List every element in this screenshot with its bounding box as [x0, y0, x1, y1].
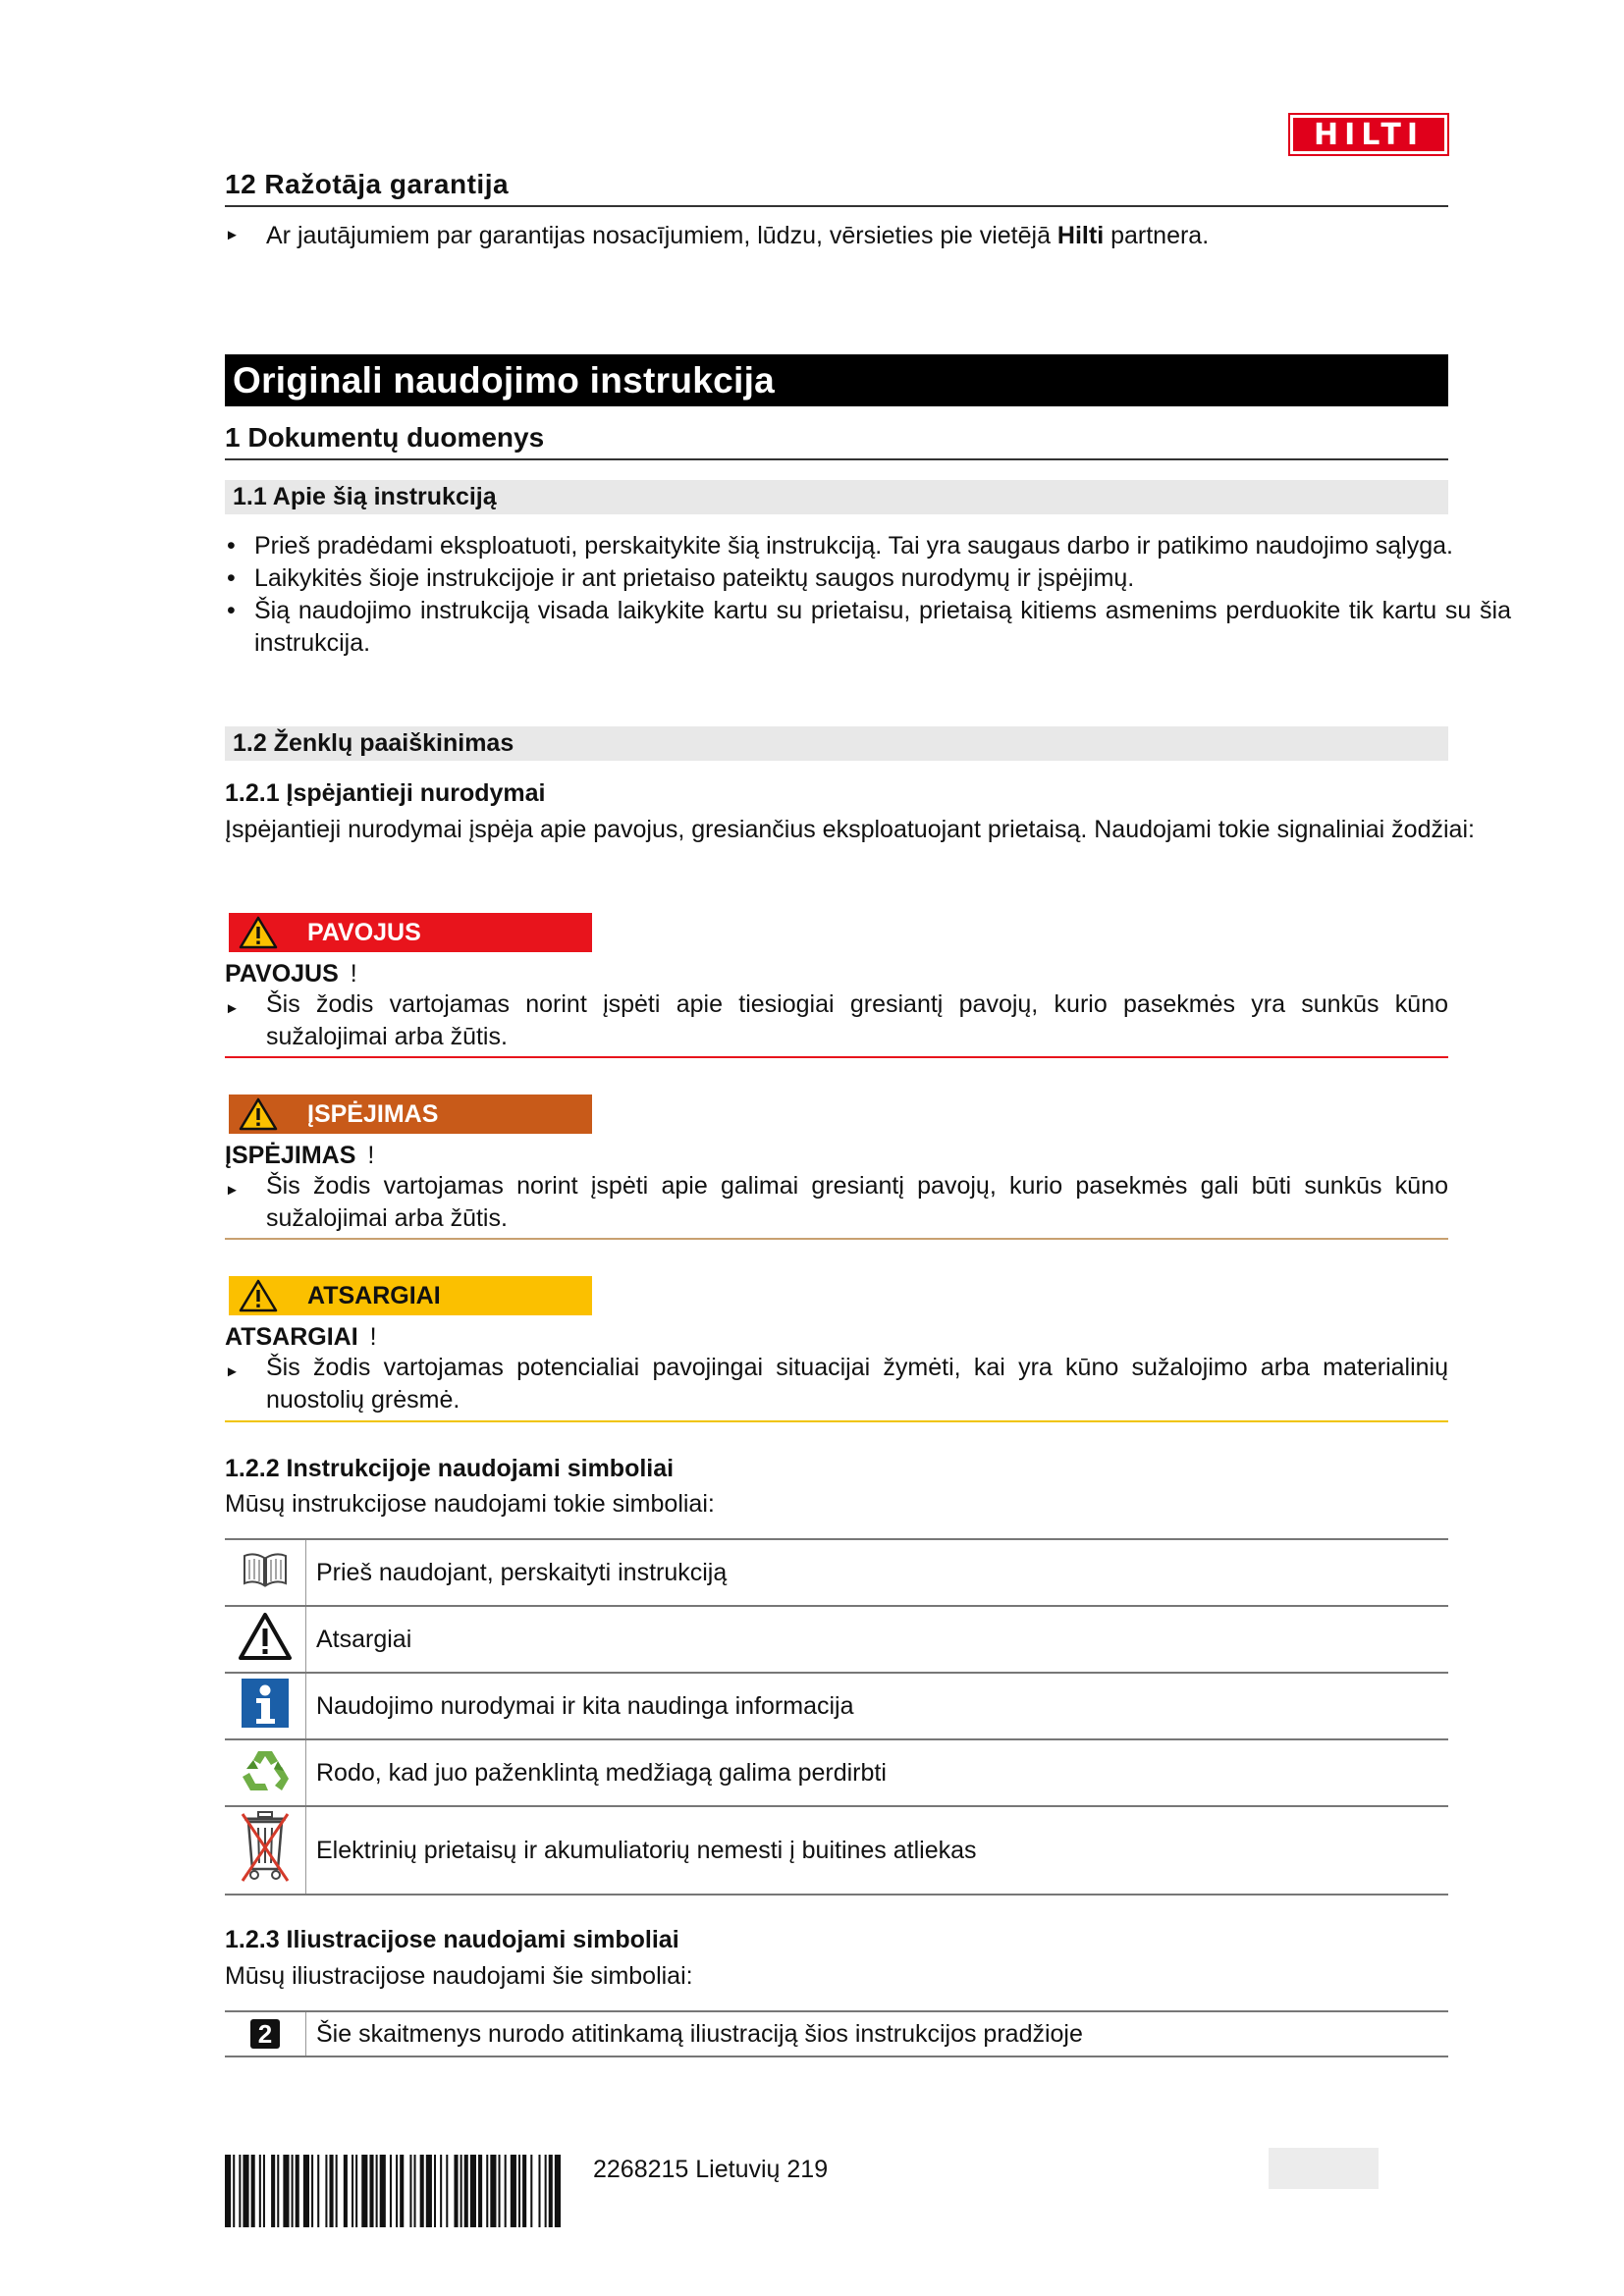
signal-title-caution: ATSARGIAI ! [225, 1323, 377, 1351]
signal-label-danger: PAVOJUS [229, 913, 592, 952]
arrow-icon: ► [225, 1000, 240, 1017]
barcode-bar [283, 2155, 289, 2227]
symbol-description: Šie skaitmenys nurodo atitinkamą iliustraciją šios instrukcijos pradžioje [306, 2011, 1449, 2056]
table-row [225, 1606, 1448, 1673]
barcode-bar [344, 2155, 348, 2227]
page-marker-box [1269, 2148, 1379, 2189]
list-item: • Laikykitės šioje instrukcijoje ir ant prietaiso pateiktų saugos nurodymų ir įspėjimų. [227, 564, 1135, 592]
figure-number-icon: 2 [250, 2019, 280, 2049]
warning-triangle-icon [239, 1279, 278, 1312]
book-icon [241, 1550, 290, 1589]
barcode-bar [420, 2155, 424, 2227]
divider [225, 458, 1448, 460]
barcode-bar [549, 2155, 553, 2227]
barcode-bar [369, 2155, 373, 2227]
section-1-2-2-intro: Mūsų instrukcijose naudojami tokie simboliai: [225, 1490, 715, 1518]
barcode-bar [303, 2155, 309, 2227]
section-1-2-1-heading: 1.2.1 Įspėjantieji nurodymai [225, 779, 546, 807]
arrow-icon: ► [225, 1363, 240, 1380]
barcode-bar [336, 2155, 338, 2227]
brand-name: Hilti [1056, 222, 1105, 249]
barcode-bar [277, 2155, 279, 2227]
crossed-bin-icon [239, 1808, 292, 1887]
signal-divider [225, 1238, 1448, 1240]
barcode-bar [292, 2155, 294, 2227]
signal-label-caution: ATSARGIAI [229, 1276, 592, 1315]
barcode-bar [325, 2155, 327, 2227]
barcode-bar [400, 2155, 404, 2227]
section-1-2-3-intro: Mūsų iliustracijose naudojami šie simboliai: [225, 1962, 693, 1990]
recycle-icon [239, 1745, 292, 1794]
symbol-description: Atsargiai [306, 1606, 1449, 1673]
barcode-bar [511, 2155, 516, 2227]
barcode [225, 2155, 561, 2227]
barcode-bar [352, 2155, 353, 2227]
barcode-bar [446, 2155, 448, 2227]
table-row [225, 1673, 1448, 1739]
barcode-bar [434, 2155, 436, 2227]
section-1-1-heading: 1.1 Apie šią instrukciją [225, 480, 1448, 514]
section-12-heading: 12 Ražotāja garantija [225, 169, 510, 199]
symbol-description: Rodo, kad juo paženklintą medžiagą galima perdirbti [306, 1739, 1449, 1806]
barcode-bar [271, 2155, 275, 2227]
barcode-bar [454, 2155, 458, 2227]
arrow-icon: ► [225, 227, 240, 243]
bullet-text-end: partnera. [1104, 222, 1210, 249]
table-row [225, 1539, 1448, 1606]
barcode-bar [460, 2155, 462, 2227]
barcode-bar [522, 2155, 526, 2227]
barcode-bar [376, 2155, 378, 2227]
signal-title-danger: PAVOJUS ! [225, 960, 357, 988]
barcode-bar [361, 2155, 367, 2227]
info-icon [240, 1677, 291, 1730]
divider [225, 205, 1448, 207]
barcode-bar [409, 2155, 411, 2227]
barcode-bar [499, 2155, 501, 2227]
hilti-logo: HILTI [1290, 115, 1447, 154]
barcode-bar [490, 2155, 496, 2227]
section-1-2-3-heading: 1.2.3 Iliustracijose naudojami simboliai [225, 1926, 679, 1953]
barcode-bar [414, 2155, 416, 2227]
table-row [225, 1806, 1448, 1895]
barcode-bar [426, 2155, 432, 2227]
barcode-bar [530, 2155, 532, 2227]
barcode-bar [263, 2155, 265, 2227]
barcode-bar [259, 2155, 261, 2227]
warning-triangle-icon [238, 1612, 293, 1661]
symbol-description: Naudojimo nurodymai ir kita naudinga informacija [306, 1673, 1449, 1739]
barcode-bar [470, 2155, 476, 2227]
barcode-bar [233, 2155, 235, 2227]
signal-title-warning: ĮSPĖJIMAS ! [225, 1142, 375, 1169]
arrow-icon: ► [225, 1182, 240, 1199]
barcode-bar [390, 2155, 392, 2227]
barcode-bar [380, 2155, 386, 2227]
barcode-bar [225, 2155, 231, 2227]
section-12-bullet [225, 220, 1448, 251]
section-1-2-2-heading: 1.2.2 Instrukcijoje naudojami simboliai [225, 1455, 675, 1482]
barcode-bar [251, 2155, 255, 2227]
barcode-bar [538, 2155, 540, 2227]
barcode-bar [545, 2155, 547, 2227]
section-1-2-heading: 1.2 Ženklų paaiškinimas [225, 726, 1448, 761]
barcode-bar [243, 2155, 248, 2227]
warning-triangle-icon [239, 1097, 278, 1131]
symbol-description: Prieš naudojant, perskaityti instrukciją [306, 1539, 1449, 1606]
barcode-bar [396, 2155, 398, 2227]
barcode-bar [555, 2155, 561, 2227]
barcode-bar [478, 2155, 482, 2227]
barcode-bar [355, 2155, 357, 2227]
footer-page-info: 2268215 Lietuvių 219 [593, 2156, 829, 2183]
section-1-2-1-text: Įspėjantieji nurodymai įspėja apie pavojus, gresiančius eksploatuojant prietaisą. Naudojami tokie signaliniai žodžiai: [225, 816, 1475, 843]
barcode-bar [296, 2155, 299, 2227]
bullet-text: Ar jautājumiem par garantijas nosacījumiem, lūdzu, vērsieties pie vietējā [266, 222, 1057, 249]
barcode-bar [518, 2155, 520, 2227]
signal-text-warning: ► Šis žodis vartojamas norint įspėti apie galimai gresiantį pavojų, kurio pasekmės gali būti sunkūs kūno sužalojimai arba žūtis. [225, 1170, 1448, 1235]
list-item: • Prieš pradėdami eksploatuoti, perskaitykite šią instrukciją. Tai yra saugaus darbo ir patikimo naudojimo sąlyga. [227, 532, 1453, 560]
page-title-banner: Originali naudojimo instrukcija [225, 354, 1448, 406]
signal-divider [225, 1420, 1448, 1422]
symbol-description: Elektrinių prietaisų ir akumuliatorių nemesti į buitines atliekas [306, 1806, 1449, 1895]
signal-text-danger: ► Šis žodis vartojamas norint įspėti apie tiesiogiai gresiantį pavojų, kurio pasekmės yra sunkūs kūno sužalojimai arba žūtis. [225, 988, 1448, 1053]
symbols-table [225, 1538, 1448, 1896]
barcode-bar [311, 2155, 313, 2227]
list-item: • Šią naudojimo instrukciją visada laikykite kartu su prietaisu, prietaisą kitiems asmenims perduokite tik kartu su šia instrukcija. [227, 597, 1511, 657]
barcode-bar [317, 2155, 319, 2227]
signal-label-warning: ĮSPĖJIMAS [229, 1095, 592, 1134]
warning-triangle-icon [239, 916, 278, 949]
section-1-heading: 1 Dokumentų duomenys [225, 422, 545, 453]
barcode-bar [329, 2155, 333, 2227]
signal-text-caution: ► Šis žodis vartojamas potencialiai pavojingai situacijai žymėti, kai yra kūno sužalojimo arba materialinių nuostolių grėsmė. [225, 1352, 1448, 1416]
barcode-bar [464, 2155, 468, 2227]
barcode-bar [486, 2155, 488, 2227]
illustration-symbols-table [225, 2010, 1448, 2057]
barcode-bar [239, 2155, 241, 2227]
table-row [225, 1739, 1448, 1806]
signal-divider [225, 1056, 1448, 1058]
table-row [225, 2011, 1448, 2056]
barcode-bar [505, 2155, 507, 2227]
barcode-bar [440, 2155, 442, 2227]
section-1-1-bullets [225, 530, 1511, 660]
